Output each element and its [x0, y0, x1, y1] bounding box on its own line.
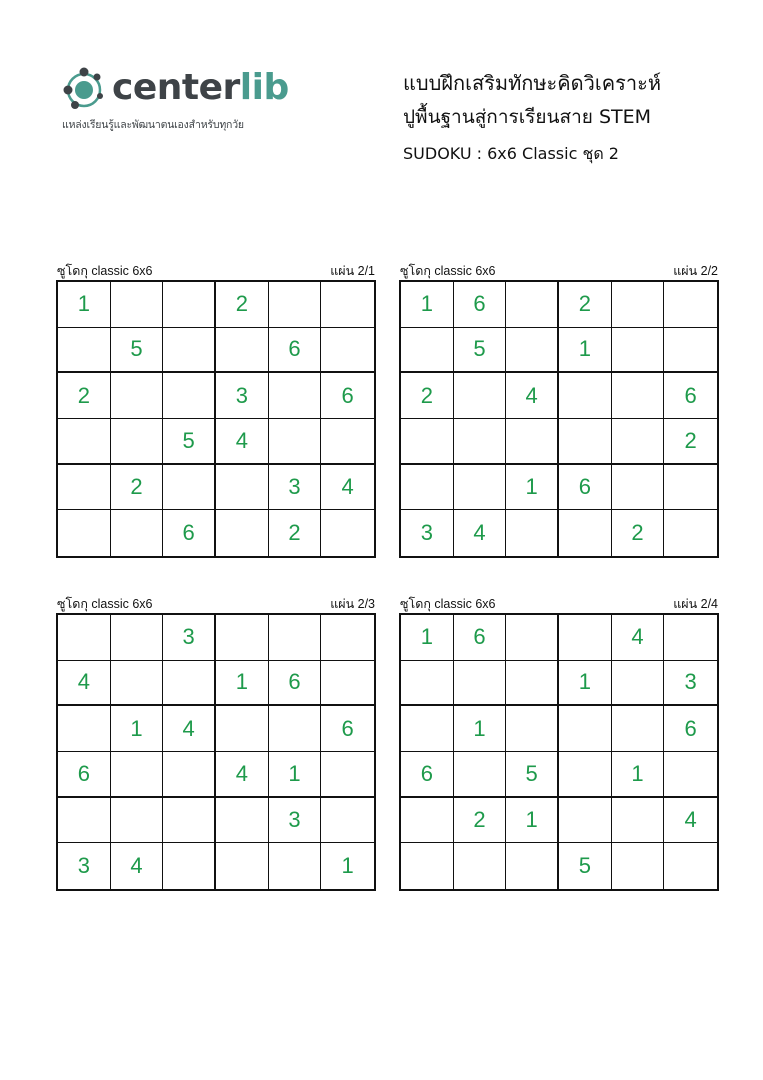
puzzle-title: ซูโดกุ classic 6x6	[400, 264, 496, 278]
sudoku-cell	[163, 798, 216, 844]
puzzle-header	[56, 595, 376, 613]
sudoku-cell: 5	[506, 752, 559, 798]
sudoku-cell: 6	[58, 752, 111, 798]
sudoku-cell: 1	[506, 465, 559, 511]
sudoku-cell	[559, 798, 612, 844]
sudoku-cell	[559, 615, 612, 661]
sudoku-cell	[216, 798, 269, 844]
sudoku-cell	[664, 615, 717, 661]
sudoku-cell	[559, 706, 612, 752]
sudoku-cell: 1	[216, 661, 269, 707]
sudoku-cell: 6	[454, 615, 507, 661]
sudoku-cell	[401, 843, 454, 889]
sudoku-cell: 1	[111, 706, 164, 752]
logo-wordmark	[112, 64, 289, 112]
sudoku-cell: 1	[559, 328, 612, 374]
sudoku-cell: 3	[58, 843, 111, 889]
sudoku-cell	[269, 282, 322, 328]
sudoku-puzzle-3	[56, 595, 376, 891]
sudoku-cell: 2	[216, 282, 269, 328]
sudoku-cell	[506, 661, 559, 707]
sudoku-grid	[399, 613, 719, 891]
sudoku-cell	[401, 798, 454, 844]
sudoku-cell: 6	[163, 510, 216, 556]
sudoku-cell	[454, 373, 507, 419]
sudoku-cell	[559, 752, 612, 798]
sudoku-cell: 3	[216, 373, 269, 419]
sudoku-cell	[506, 282, 559, 328]
sudoku-cell: 1	[454, 706, 507, 752]
sudoku-cell	[58, 419, 111, 465]
sudoku-cell	[111, 282, 164, 328]
sudoku-cell	[506, 328, 559, 374]
sudoku-cell: 3	[664, 661, 717, 707]
sudoku-cell	[612, 282, 665, 328]
sudoku-cell: 6	[269, 661, 322, 707]
sudoku-cell	[664, 282, 717, 328]
molecule-logo-icon	[60, 64, 110, 114]
sudoku-cell	[612, 373, 665, 419]
puzzle-sheet-number: แผ่น 2/2	[673, 264, 718, 278]
logo-tagline: แหล่งเรียนรู้และพัฒนาตนเองสำหรับทุกวัย	[62, 119, 244, 131]
sudoku-cell	[401, 706, 454, 752]
sudoku-cell: 1	[58, 282, 111, 328]
sudoku-cell	[216, 706, 269, 752]
sudoku-cell: 4	[216, 419, 269, 465]
sudoku-cell	[612, 706, 665, 752]
sudoku-cell	[506, 615, 559, 661]
sudoku-cell	[664, 465, 717, 511]
sudoku-grid	[56, 280, 376, 558]
puzzle-sheet-number: แผ่น 2/3	[330, 597, 375, 611]
puzzle-header	[399, 262, 719, 280]
sudoku-cell: 1	[612, 752, 665, 798]
sudoku-cell: 2	[559, 282, 612, 328]
sudoku-cell	[58, 465, 111, 511]
sudoku-cell	[163, 661, 216, 707]
puzzle-sheet-number: แผ่น 2/4	[673, 597, 718, 611]
sudoku-cell: 6	[321, 706, 374, 752]
sudoku-grid	[56, 613, 376, 891]
sudoku-cell	[111, 798, 164, 844]
sudoku-cell: 2	[664, 419, 717, 465]
sudoku-cell: 4	[163, 706, 216, 752]
sudoku-cell	[111, 373, 164, 419]
sudoku-cell	[321, 510, 374, 556]
sudoku-cell: 6	[664, 706, 717, 752]
sudoku-cell	[664, 843, 717, 889]
sudoku-cell	[664, 752, 717, 798]
sudoku-cell	[401, 419, 454, 465]
sudoku-cell	[612, 419, 665, 465]
sudoku-cell: 1	[401, 282, 454, 328]
sudoku-cell	[321, 798, 374, 844]
sudoku-cell	[401, 465, 454, 511]
worksheet-header	[403, 68, 743, 168]
logo-word-lib: lib	[239, 67, 289, 108]
sudoku-cell	[163, 843, 216, 889]
sudoku-cell	[269, 843, 322, 889]
sudoku-cell	[163, 465, 216, 511]
sudoku-cell	[269, 373, 322, 419]
sudoku-cell	[216, 615, 269, 661]
sudoku-cell: 1	[506, 798, 559, 844]
sudoku-cell	[664, 328, 717, 374]
sudoku-cell	[163, 752, 216, 798]
sudoku-cell	[269, 706, 322, 752]
sudoku-cell: 5	[559, 843, 612, 889]
sudoku-cell	[321, 282, 374, 328]
sudoku-cell: 3	[163, 615, 216, 661]
sudoku-cell	[401, 328, 454, 374]
sudoku-cell	[454, 752, 507, 798]
sudoku-cell: 5	[163, 419, 216, 465]
sudoku-grid	[399, 280, 719, 558]
sudoku-cell: 6	[321, 373, 374, 419]
sudoku-cell: 4	[612, 615, 665, 661]
sudoku-cell: 4	[454, 510, 507, 556]
puzzle-header	[399, 595, 719, 613]
sudoku-cell	[559, 373, 612, 419]
puzzle-title: ซูโดกุ classic 6x6	[57, 264, 153, 278]
sudoku-cell	[612, 328, 665, 374]
sudoku-cell: 4	[58, 661, 111, 707]
sudoku-cell	[321, 661, 374, 707]
logo-word-center: center	[112, 67, 240, 108]
sudoku-cell: 2	[269, 510, 322, 556]
sudoku-cell	[321, 615, 374, 661]
sudoku-cell	[111, 752, 164, 798]
sudoku-cell	[612, 465, 665, 511]
puzzle-title: ซูโดกุ classic 6x6	[400, 597, 496, 611]
sudoku-puzzle-1	[56, 262, 376, 558]
sudoku-cell	[401, 661, 454, 707]
sudoku-cell	[111, 661, 164, 707]
worksheet-set-label: SUDOKU : 6x6 Classic ชุด 2	[403, 144, 619, 163]
sudoku-cell	[216, 843, 269, 889]
puzzle-sheet-number: แผ่น 2/1	[330, 264, 375, 278]
sudoku-cell: 4	[664, 798, 717, 844]
sudoku-cell	[163, 373, 216, 419]
sudoku-cell	[321, 752, 374, 798]
sudoku-cell	[163, 282, 216, 328]
sudoku-cell: 1	[559, 661, 612, 707]
sudoku-cell: 2	[111, 465, 164, 511]
sudoku-cell	[559, 510, 612, 556]
sudoku-cell: 6	[559, 465, 612, 511]
sudoku-cell	[111, 510, 164, 556]
sudoku-cell: 6	[269, 328, 322, 374]
worksheet-subtitle: ปูพื้นฐานสู่การเรียนสาย STEM	[403, 106, 652, 128]
sudoku-cell	[454, 661, 507, 707]
sudoku-cell	[269, 419, 322, 465]
sudoku-cell: 3	[269, 798, 322, 844]
sudoku-puzzle-2	[399, 262, 719, 558]
sudoku-cell	[612, 798, 665, 844]
sudoku-cell	[612, 661, 665, 707]
sudoku-cell	[111, 419, 164, 465]
sudoku-cell: 6	[454, 282, 507, 328]
centerlib-logo	[60, 64, 300, 134]
sudoku-cell	[506, 510, 559, 556]
sudoku-cell: 2	[612, 510, 665, 556]
sudoku-cell	[216, 510, 269, 556]
sudoku-cell	[163, 328, 216, 374]
sudoku-cell: 4	[321, 465, 374, 511]
sudoku-cell	[58, 510, 111, 556]
sudoku-cell	[216, 328, 269, 374]
sudoku-cell	[111, 615, 164, 661]
sudoku-cell	[454, 465, 507, 511]
sudoku-cell: 4	[506, 373, 559, 419]
sudoku-cell	[454, 419, 507, 465]
sudoku-cell: 2	[401, 373, 454, 419]
puzzle-header	[56, 262, 376, 280]
puzzle-title: ซูโดกุ classic 6x6	[57, 597, 153, 611]
sudoku-cell: 1	[341, 853, 354, 879]
sudoku-puzzle-4	[399, 595, 719, 891]
sudoku-cell: 6	[664, 373, 717, 419]
sudoku-cell: 2	[454, 798, 507, 844]
sudoku-cell	[58, 615, 111, 661]
worksheet-title: แบบฝึกเสริมทักษะคิดวิเคราะห์	[403, 71, 662, 95]
sudoku-cell: 3	[269, 465, 322, 511]
sudoku-cell	[506, 843, 559, 889]
sudoku-cell: 1	[401, 615, 454, 661]
sudoku-cell: 2	[58, 373, 111, 419]
sudoku-cell	[58, 328, 111, 374]
sudoku-cell	[454, 843, 507, 889]
sudoku-cell: 4	[111, 843, 164, 889]
sudoku-cell	[58, 798, 111, 844]
sudoku-cell	[321, 419, 374, 465]
sudoku-cell	[559, 419, 612, 465]
sudoku-cell	[664, 510, 717, 556]
sudoku-cell: 5	[111, 328, 164, 374]
sudoku-cell: 6	[401, 752, 454, 798]
sudoku-cell	[216, 465, 269, 511]
sudoku-cell: 1	[269, 752, 322, 798]
sudoku-cell	[506, 419, 559, 465]
sudoku-cell	[612, 843, 665, 889]
sudoku-cell	[321, 328, 374, 374]
sudoku-cell	[269, 615, 322, 661]
sudoku-cell	[58, 706, 111, 752]
sudoku-cell: 4	[216, 752, 269, 798]
sudoku-cell	[506, 706, 559, 752]
sudoku-cell: 5	[454, 328, 507, 374]
sudoku-cell: 3	[401, 510, 454, 556]
